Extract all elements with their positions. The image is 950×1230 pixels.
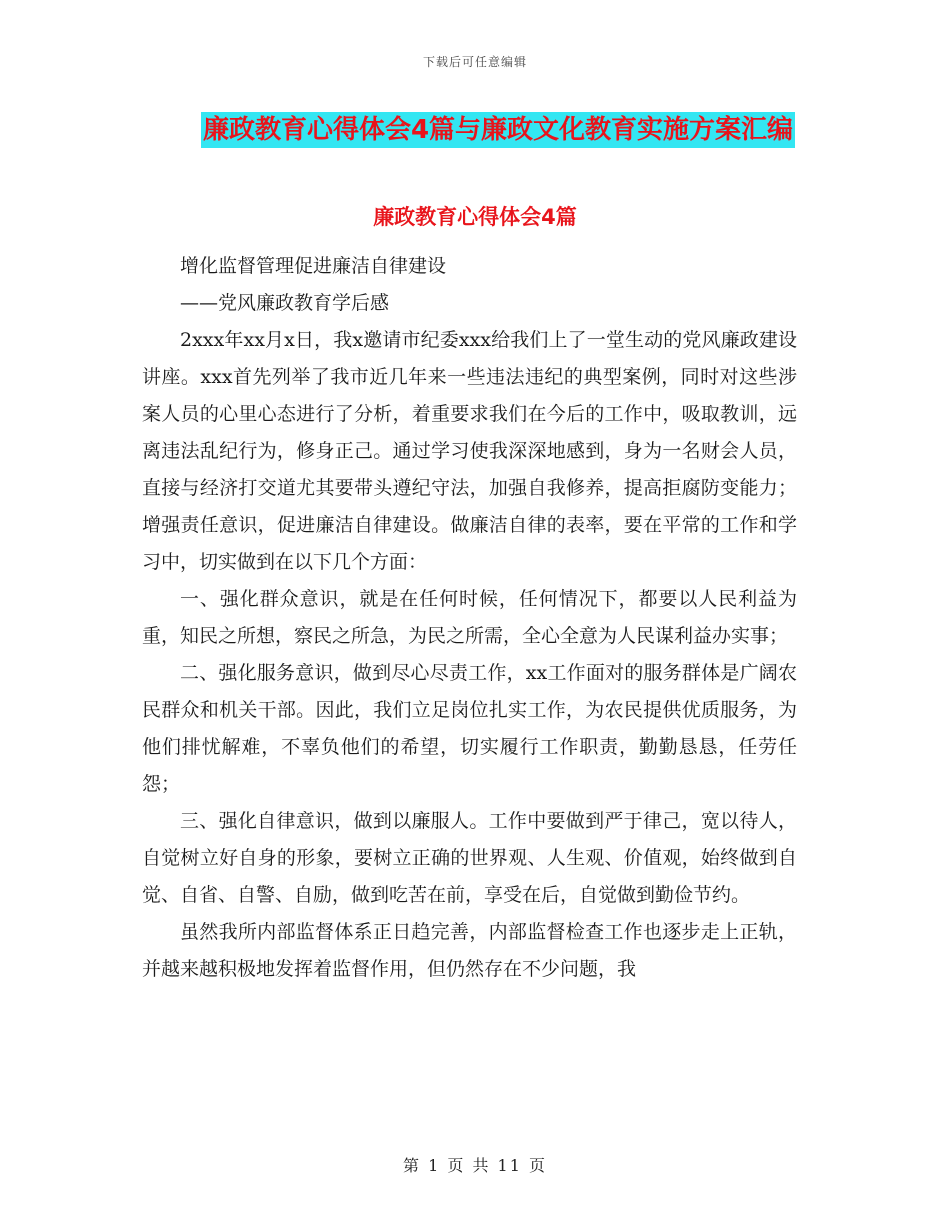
header-note: 下载后可任意编辑 <box>422 55 527 69</box>
page-footer: 第 1 页 共 11 页 <box>403 1156 547 1175</box>
section-title: 廉政教育心得体会4篇 <box>373 205 577 229</box>
paragraph-2: 一、强化群众意识，就是在任何时候，任何情况下，都要以人民利益为重，知民之所想，察民之所急，为民之所需，全心全意为人民谋利益办实事； <box>142 588 797 647</box>
paragraph-3: 二、强化服务意识，做到尽心尽责工作，xx工作面对的服务群体是广阔农民群众和机关干部。因此，我们立足岗位扎实工作，为农民提供优质服务，为他们排忧解难，不辜负他们的希望，切实履行工作职责，勤勤恳恳，任劳任怨； <box>142 662 797 795</box>
main-title: 廉政教育心得体会4篇与廉政文化教育实施方案汇编 <box>201 112 795 148</box>
article-title: 增化监督管理促进廉洁自律建设 <box>180 255 447 277</box>
article-subtitle: ——党风廉政教育学后感 <box>180 292 390 314</box>
document-body <box>142 248 797 988</box>
paragraph-4: 三、强化自律意识，做到以廉服人。工作中要做到严于律己，宽以待人，自觉树立好自身的形象，要树立正确的世界观、人生观、价值观，始终做到自觉、自省、自警、自励，做到吃苦在前，享受在后，自觉做到勤俭节约。 <box>142 810 797 906</box>
main-title-wrap <box>0 112 950 148</box>
paragraph-1: 2xxx年xx月x日，我x邀请市纪委xxx给我们上了一堂生动的党风廉政建设讲座。xxx首先列举了我市近几年来一些违法违纪的典型案例，同时对这些涉案人员的心里心态进行了分析，着重要求我们在今后的工作中，吸取教训，远离违法乱纪行为，修身正己。通过学习使我深深地感到，身为一名财会人员，直接与经济打交道尤其要带头遵纪守法，加强自我修养，提高拒腐防变能力；增强责任意识，促进廉洁自律建设。做廉洁自律的表率，要在平常的工作和学习中，切实做到在以下几个方面： <box>142 329 797 573</box>
paragraph-5: 虽然我所内部监督体系正日趋完善，内部监督检查工作也逐步走上正轨，并越来越积极地发挥着监督作用，但仍然存在不少问题，我 <box>142 921 797 980</box>
